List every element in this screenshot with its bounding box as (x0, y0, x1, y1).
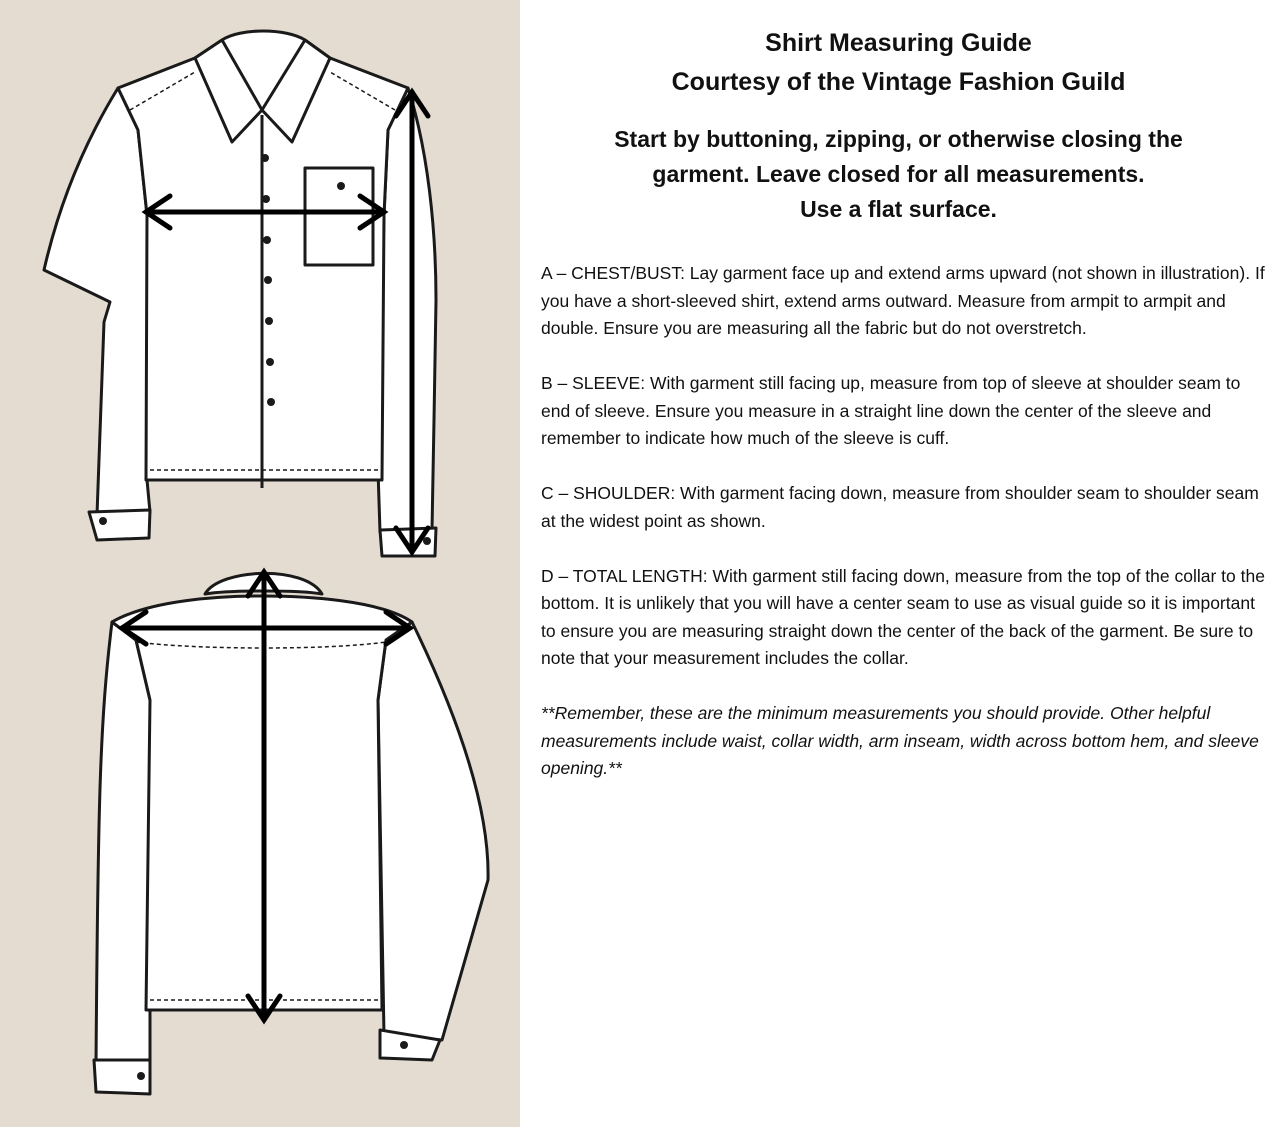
back-right-sleeve (378, 622, 488, 1040)
measurement-instructions (541, 260, 1269, 810)
back-left-sleeve (96, 622, 150, 1065)
illustration-panel (0, 0, 520, 1127)
title-line-1: Shirt Measuring Guide (765, 29, 1032, 57)
guide-title (520, 24, 1277, 102)
intro-line-3: Use a flat surface. (800, 196, 997, 222)
reminder-note: **Remember, these are the minimum measurements you should provide. Other helpful measurements include waist, collar width, arm inseam, width across bottom hem, and sleeve opening.** (541, 703, 1259, 778)
title-line-2: Courtesy of the Vintage Fashion Guild (671, 68, 1126, 96)
shirt-illustrations (0, 0, 520, 1127)
text-panel (520, 0, 1277, 1127)
intro-line-2: garment. Leave closed for all measurements. (652, 161, 1145, 187)
sleeve-instruction: B – SLEEVE: With garment still facing up, measure from top of sleeve at shoulder seam to end of sleeve. Ensure you measure in a straight line down the center of the sleeve and remember to indicate how much of the sleeve is cuff. (541, 373, 1241, 448)
intro-line-1: Start by buttoning, zipping, or otherwise closing the (614, 126, 1183, 152)
front-left-cuff (89, 510, 150, 540)
front-left-sleeve (44, 88, 150, 515)
length-instruction: D – TOTAL LENGTH: With garment still facing down, measure from the top of the collar to the bottom. It is unlikely that you will have a center seam to use as visual guide so it is important to ensure you are measuring straight down the center of the back of the garment. Be sure to note that your measurement includes the collar. (541, 565, 1265, 668)
chest-instruction: A – CHEST/BUST: Lay garment face up and extend arms upward (not shown in illustration). If you have a short-sleeved shirt, extend arms outward. Measure from armpit to armpit and double. Ensure you are measuring all the fabric but do not overstretch. (541, 263, 1265, 338)
shirt-front-illustration (44, 31, 436, 556)
intro-instructions (520, 122, 1277, 227)
back-buttons (137, 1041, 408, 1080)
shoulder-instruction: C – SHOULDER: With garment facing down, measure from shoulder seam to shoulder seam at the widest point as shown. (541, 483, 1259, 531)
shirt-back-illustration (94, 573, 488, 1094)
